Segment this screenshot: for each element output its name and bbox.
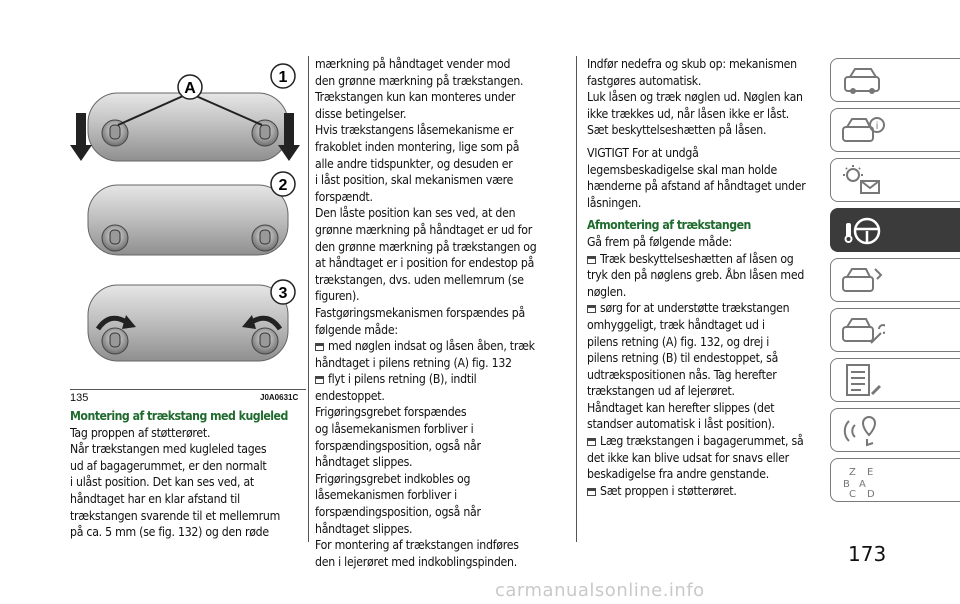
text-line: trækstangen, dvs. uden mellemrum (se (315, 272, 524, 287)
panel-3 (88, 280, 295, 361)
text-line: Sæt beskyttelseshætten på låsen. (587, 123, 767, 138)
car-info-icon (841, 113, 885, 149)
text-line: håndtaget slippes. (315, 455, 413, 470)
text-line: Trækstangen kun kan monteres under (315, 90, 516, 105)
bullet-icon (315, 376, 324, 384)
lights-messages-icon (841, 163, 885, 199)
svg-text:1: 1 (278, 69, 288, 86)
text-line: standser automatisk i låst position). (587, 417, 775, 432)
text-line: frakoblet inden montering, lige som på (315, 139, 520, 154)
bullet-icon (587, 438, 596, 446)
media-navigation-icon (841, 413, 885, 449)
text-line: fastgøres automatisk. (587, 73, 702, 88)
text-line: den i lejerøret med indkoblingspinden. (315, 554, 517, 569)
text-line: grønne mærkning på håndtaget er ud for (315, 222, 532, 237)
text-line: udtrækspositionen nås. Tag herefter (587, 367, 777, 382)
text-line: låsemekanismen forbliver i (315, 488, 457, 503)
watermark: carmanualsonline.info (495, 580, 705, 601)
text-line: følgende måde: (315, 322, 398, 337)
bullet-item: flyt i pilens retning (B), indtil (315, 371, 563, 388)
text-line: Gå frem på følgende måde: (587, 234, 732, 249)
bullet-item: Sæt proppen i støtterøret. (587, 483, 822, 500)
car-dashboard-icon (841, 63, 885, 99)
text-line: Den låste position kan ses ved, at den (315, 206, 516, 221)
column-1 (70, 408, 302, 541)
text-line: i ulåst position. Det kan ses ved, at (70, 475, 254, 490)
figure-number: 135 (70, 392, 89, 404)
text-line: Indfør nedefra og skub op: mekanismen (587, 57, 797, 71)
svg-text:3: 3 (278, 285, 288, 302)
text-line: håndtaget har en klar afstand til (70, 491, 240, 506)
text-line: forspændingsposition, også når (315, 505, 481, 520)
text-line: tryk den på nøglens greb. Åbn låsen med (587, 268, 805, 283)
column-divider (308, 56, 309, 542)
text-line: ud af bagagerummet, er den normalt (70, 458, 267, 473)
text-line: mærkning på håndtaget vender mod (315, 57, 511, 71)
svg-text:C: C (849, 489, 856, 499)
warning-line: legemsbeskadigelse skal man holde (587, 162, 777, 177)
text-line: den grønne mærkning på trækstangen. (315, 73, 524, 88)
car-service-icon (841, 263, 885, 299)
text-line: figuren). (315, 289, 360, 304)
svg-text:Z: Z (849, 467, 856, 478)
svg-text:E: E (867, 467, 874, 478)
text-line: ikke trækkes ud, når låsen ikke er låst. (587, 106, 790, 121)
text-line: at håndtaget er i position for endestop på (315, 256, 535, 271)
text-line: Når trækstangen med kugleled tages (70, 442, 267, 457)
text-line: omhyggeligt, træk håndtaget ud i (587, 317, 765, 332)
tab-technical-data[interactable] (830, 358, 960, 402)
tab-lights-messages[interactable] (830, 158, 960, 202)
svg-text:D: D (867, 489, 875, 499)
warning-line: hænderne på afstand af håndtaget under (587, 179, 806, 194)
text-line: Frigøringsgrebet indkobles og (315, 471, 471, 486)
bullet-icon (587, 488, 596, 496)
text-line: For montering af trækstangen indføres (315, 538, 519, 553)
text-line: den grønne mærkning på trækstangen og (315, 239, 537, 254)
warning-line: VIGTIGT For at undgå (587, 145, 699, 160)
bullet-item: Læg trækstangen i bagagerummet, så (587, 433, 822, 450)
column-divider (576, 56, 577, 542)
text-line: Frigøringsgrebet forspændes (315, 405, 467, 420)
tab-maintenance[interactable] (830, 308, 960, 352)
bullet-item: Træk beskyttelseshætten af låsen og (587, 251, 822, 268)
text-line: Håndtaget kan herefter slippes (det (587, 400, 775, 415)
svg-text:i: i (875, 121, 879, 132)
column-2 (315, 56, 563, 570)
text-line: trækstangen svarende til et mellemrum (70, 508, 281, 523)
bullet-item: med nøglen indsat og låsen åben, træk (315, 338, 563, 355)
text-line: pilens retning (A) fig. 132, og drej i (587, 334, 770, 349)
text-line: endestoppet. (315, 388, 385, 403)
panel-2 (88, 172, 295, 255)
bullet-icon (587, 305, 596, 313)
text-line: Luk låsen og træk nøglen ud. Nøglen kan (587, 90, 803, 105)
figure-rule (70, 389, 306, 390)
text-line: disse betingelser. (315, 106, 407, 121)
panel-1 (70, 64, 300, 161)
alphabetical-index-icon (841, 463, 885, 499)
text-line: pilens retning (B) til endestoppet, så (587, 351, 779, 366)
figure-towbar-handles (70, 63, 306, 383)
text-line: og låsemekanismen forbliver i (315, 422, 474, 437)
text-line: håndtaget i pilens retning (A) fig. 132 (315, 355, 512, 370)
tab-dashboard[interactable] (830, 58, 960, 102)
text-line: nøglen. (587, 284, 627, 299)
section-heading: Montering af trækstang med kugleled (70, 409, 288, 423)
tab-starting-driving[interactable] (830, 208, 960, 252)
key-steering-wheel-icon (841, 213, 885, 249)
bullet-icon (315, 343, 324, 351)
document-list-icon (841, 363, 885, 399)
column-3 (587, 56, 822, 499)
text-line: det ikke kan blive udsat for snavs eller (587, 450, 789, 465)
warning-line: låsningen. (587, 195, 642, 210)
text-line: forspændingsposition, også når (315, 438, 481, 453)
page-number: 173 (848, 542, 887, 566)
figure-code: J0A0631C (260, 393, 299, 402)
svg-text:2: 2 (278, 177, 288, 194)
text-line: håndtaget slippes. (315, 521, 413, 536)
svg-text:B: B (843, 479, 850, 490)
text-line: Tag proppen af støtterøret. (70, 425, 211, 440)
tab-car-info[interactable] (830, 108, 960, 152)
text-line: beskadigelse fra andre genstande. (587, 467, 769, 482)
svg-text:A: A (184, 80, 196, 97)
text-line: Fastgøringsmekanismen forspændes på (315, 305, 525, 320)
text-line: alle andre tidspunkter, og desuden er (315, 156, 513, 171)
text-line: Hvis trækstangens låsemekanisme er (315, 123, 514, 138)
bullet-icon (587, 256, 596, 264)
tab-index[interactable] (830, 458, 960, 502)
car-wrench-icon (841, 313, 885, 349)
tab-safety[interactable] (830, 258, 960, 302)
text-line: på ca. 5 mm (se fig. 132) og den røde (70, 525, 269, 540)
bullet-item: sørg for at understøtte trækstangen (587, 300, 822, 317)
section-subheading: Afmontering af trækstangen (587, 218, 751, 233)
svg-text:A: A (859, 479, 866, 490)
text-line: forspændt. (315, 189, 373, 204)
tab-multimedia[interactable] (830, 408, 960, 452)
text-line: i låst position, skal mekanismen være (315, 173, 514, 188)
text-line: trækstangen ud af lejerøret. (587, 384, 735, 399)
